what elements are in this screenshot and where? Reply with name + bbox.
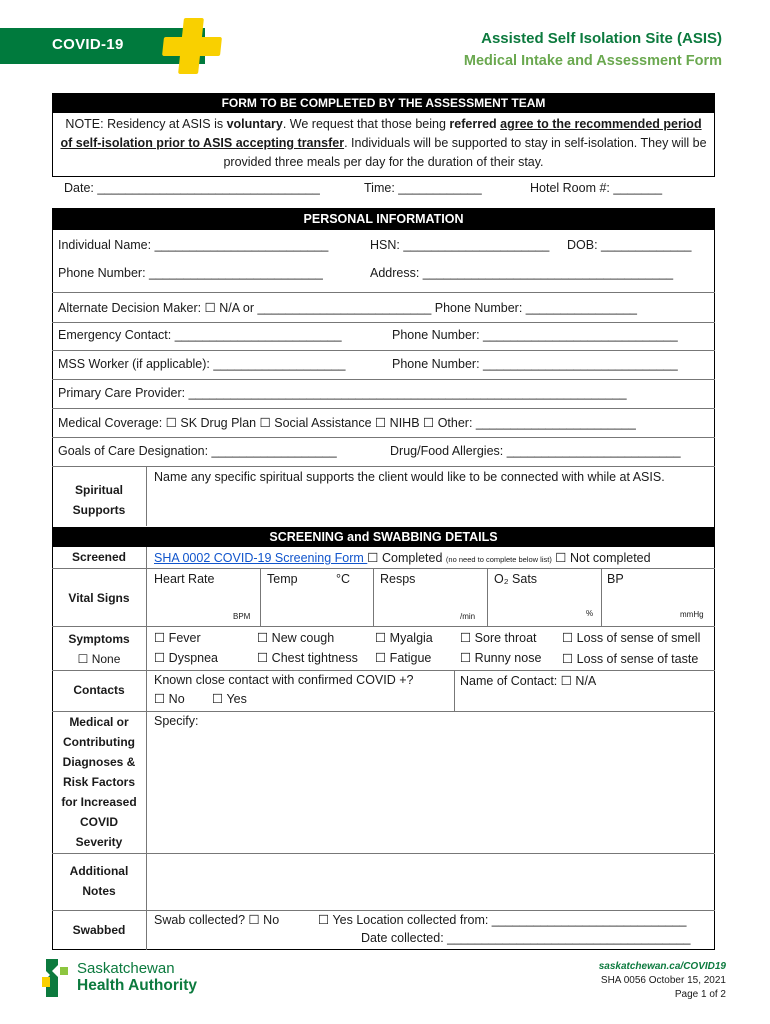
- heart-rate-field[interactable]: Heart Rate: [154, 572, 215, 586]
- medical-coverage-field[interactable]: Medical Coverage: ☐ SK Drug Plan ☐ Social Assistance ☐ NIHB ☐ Other: _______________________: [58, 416, 636, 430]
- swab-yes-location-field[interactable]: ☐ Yes Location collected from: ____________________________: [318, 913, 687, 927]
- phone-field[interactable]: Phone Number: _________________________: [58, 266, 323, 280]
- note-part: . We request that those being: [282, 117, 450, 131]
- row-divider: [52, 670, 715, 671]
- symptom-loss-taste[interactable]: ☐ Loss of sense of taste: [562, 652, 699, 666]
- form-title: Assisted Self Isolation Site (ASIS): [481, 30, 722, 47]
- spiritual-supports-label: Spiritual Supports: [72, 483, 126, 517]
- goals-of-care-field[interactable]: Goals of Care Designation: __________________: [58, 444, 337, 458]
- temp-field[interactable]: Temp: [267, 572, 298, 586]
- personal-info-heading: PERSONAL INFORMATION: [52, 209, 715, 230]
- alternate-decision-maker-field[interactable]: Alternate Decision Maker: ☐ N/A or _________________________ Phone Number: ________________: [58, 301, 637, 315]
- form-code: SHA 0056 October 15, 2021: [600, 975, 726, 986]
- screening-heading: SCREENING and SWABBING DETAILS: [52, 527, 715, 547]
- symptoms-label: Symptoms ☐ None: [68, 632, 130, 666]
- symptom-fatigue[interactable]: ☐ Fatigue: [375, 651, 432, 665]
- swabbed-label: Swabbed: [72, 923, 126, 937]
- symptom-dyspnea[interactable]: ☐ Dyspnea: [154, 651, 219, 665]
- row-divider: [52, 437, 715, 438]
- primary-care-provider-field[interactable]: Primary Care Provider: _______________________________________________________________: [58, 386, 627, 400]
- individual-name-field[interactable]: Individual Name: _________________________: [58, 238, 329, 252]
- symptom-sore-throat[interactable]: ☐ Sore throat: [460, 631, 537, 645]
- hsn-field[interactable]: HSN: _____________________: [370, 238, 550, 252]
- bp-field[interactable]: BP: [607, 572, 624, 586]
- col-divider: [146, 547, 147, 950]
- note-underlined: agree to the recommended period of self-isolation prior to ASIS accepting transfer: [60, 117, 702, 150]
- col-divider: [487, 568, 488, 626]
- note-part: . Individuals will be supported to stay in self-isolation. They will be provided three meals per day for the duration of their stay.: [223, 136, 707, 169]
- col-divider: [260, 568, 261, 626]
- completed-checkbox[interactable]: ☐ Completed: [367, 551, 443, 565]
- contact-name-field[interactable]: Name of Contact: ☐ N/A: [460, 674, 597, 688]
- o2-sats-field[interactable]: O₂ Sats: [494, 572, 538, 586]
- screened-row: [154, 550, 651, 565]
- screened-label: Screened: [71, 550, 127, 564]
- col-divider: [146, 466, 147, 526]
- symptom-loss-smell[interactable]: ☐ Loss of sense of smell: [562, 631, 701, 645]
- symptom-chest-tightness[interactable]: ☐ Chest tightness: [257, 651, 358, 665]
- time-field[interactable]: Time: ____________: [364, 181, 482, 195]
- screening-form-link[interactable]: SHA 0002 COVID-19 Screening Form: [154, 551, 368, 565]
- mss-phone-field[interactable]: Phone Number: ____________________________: [392, 357, 678, 371]
- specify-field[interactable]: Specify:: [154, 714, 199, 728]
- contacts-label: Contacts: [73, 683, 125, 697]
- contacts-question: Known close contact with confirmed COVID +?: [154, 673, 414, 687]
- symptom-runny-nose[interactable]: ☐ Runny nose: [460, 651, 542, 665]
- spiritual-supports-prompt[interactable]: Name any specific spiritual supports the client would like to be connected with while at ASIS.: [154, 470, 665, 484]
- col-divider: [373, 568, 374, 626]
- row-divider: [52, 568, 715, 569]
- sha-logo-icon: [40, 957, 72, 999]
- emergency-phone-field[interactable]: Phone Number: ____________________________: [392, 328, 678, 342]
- heart-rate-unit: BPM: [233, 612, 251, 621]
- row-divider: [52, 292, 715, 293]
- bp-unit: mmHg: [680, 610, 704, 619]
- row-divider: [52, 350, 715, 351]
- emergency-contact-field[interactable]: Emergency Contact: ________________________: [58, 328, 342, 342]
- symptom-new-cough[interactable]: ☐ New cough: [257, 631, 335, 645]
- note-heading: FORM TO BE COMPLETED BY THE ASSESSMENT TEAM: [53, 94, 714, 113]
- covid-website-link[interactable]: saskatchewan.ca/COVID19: [598, 961, 726, 972]
- row-divider: [52, 322, 715, 323]
- contacts-yes-checkbox[interactable]: ☐ Yes: [212, 692, 247, 706]
- medical-factors-label: Medical or Contributing Diagnoses & Risk Factors for Increased COVID Severity: [61, 715, 137, 849]
- row-divider: [52, 466, 715, 467]
- row-divider: [52, 853, 715, 854]
- dob-field[interactable]: DOB: _____________: [567, 238, 692, 252]
- row-divider: [52, 626, 715, 627]
- additional-notes-label: Additional Notes: [69, 864, 129, 898]
- covid-banner-text: COVID-19: [52, 36, 124, 53]
- not-completed-checkbox[interactable]: ☐ Not completed: [555, 551, 651, 565]
- contacts-no-checkbox[interactable]: ☐ No: [154, 692, 185, 706]
- col-divider: [601, 568, 602, 626]
- org-name-line1: Saskatchewan: [77, 960, 175, 977]
- allergies-field[interactable]: Drug/Food Allergies: _________________________: [390, 444, 681, 458]
- form-subtitle: Medical Intake and Assessment Form: [463, 53, 722, 69]
- row-divider: [52, 910, 715, 911]
- resps-field[interactable]: Resps: [380, 572, 416, 586]
- hotel-room-field[interactable]: Hotel Room #: _______: [530, 181, 663, 195]
- date-field[interactable]: Date: ________________________________: [64, 181, 320, 195]
- note-text: [53, 113, 714, 176]
- col-divider: [454, 670, 455, 711]
- temp-unit: °C: [336, 572, 351, 586]
- note-bold-referred: referred: [449, 117, 497, 131]
- completed-note: (no need to complete below list): [445, 555, 552, 564]
- symptom-myalgia[interactable]: ☐ Myalgia: [375, 631, 433, 645]
- org-name-line2: Health Authority: [77, 977, 197, 994]
- page-number: Page 1 of 2: [674, 989, 726, 1000]
- o2-sats-unit: %: [586, 609, 594, 618]
- plus-cross-icon: [163, 18, 221, 74]
- symptom-fever[interactable]: ☐ Fever: [154, 631, 201, 645]
- note-part: NOTE: Residency at ASIS is: [65, 117, 227, 131]
- symptoms-none-checkbox[interactable]: ☐ None: [77, 652, 121, 666]
- note-box: [52, 93, 715, 177]
- mss-worker-field[interactable]: MSS Worker (if applicable): ___________________: [58, 357, 346, 371]
- row-divider: [52, 379, 715, 380]
- vital-signs-label: Vital Signs: [68, 591, 130, 605]
- row-divider: [52, 408, 715, 409]
- row-divider: [52, 711, 715, 712]
- address-field[interactable]: Address: ____________________________________: [370, 266, 674, 280]
- resps-unit: /min: [460, 612, 476, 621]
- swab-date-field[interactable]: Date collected: ___________________________________: [361, 931, 691, 945]
- swab-no-checkbox[interactable]: Swab collected? ☐ No: [154, 913, 280, 927]
- note-bold-voluntary: voluntary: [226, 117, 283, 131]
